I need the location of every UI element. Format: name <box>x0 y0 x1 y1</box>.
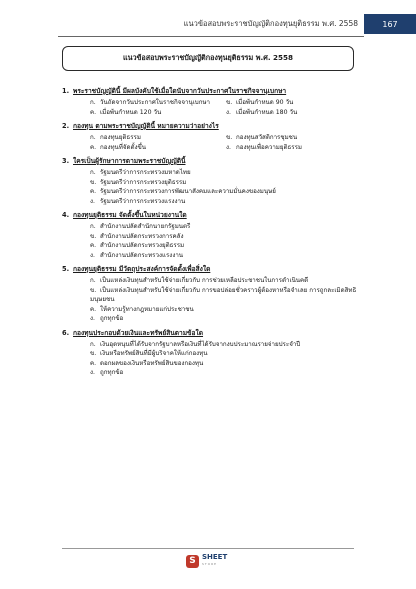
question-text: พระราชบัญญัตินี้ มีผลบังคับใช้เมื่อใดนับจากวันประกาศในราชกิจจานุเบกษา <box>73 87 287 95</box>
question-text: กองทุน ตามพระราชบัญญัตินี้ หมายความว่าอย่างไร <box>73 122 219 130</box>
question-number: 1. <box>62 87 70 95</box>
sheet-store-logo <box>186 552 236 570</box>
questions-list <box>62 86 362 382</box>
question-number: 3. <box>62 157 70 165</box>
option-d: ง. ถูกทุกข้อ <box>90 369 124 376</box>
option-a: ก. เงินอุดหนุนที่ได้รับจากรัฐบาลหรือเงินที่ได้รับจากงบประมาณรายจ่ายประจำปี <box>90 340 301 348</box>
option-c: ค. รัฐมนตรีว่าการกระทรวงการพัฒนาสังคมและความมั่นคงของมนุษย์ <box>90 188 276 195</box>
option-b: ข. เป็นแหล่งเงินทุนสำหรับใช้จ่ายเกี่ยวกับ การขอปล่อยชั่วคราวผู้ต้องหาหรือจำเลย การถูกละเมิดสิทธิมนุษยชน <box>90 286 357 303</box>
option-a: ก. สำนักงานปลัดสำนักนายกรัฐมนตรี <box>90 223 191 230</box>
option-b: ข. เงินหรือทรัพย์สินที่มีผู้บริจาคให้แก่กองทุน <box>90 350 208 357</box>
option-d: ง. รัฐมนตรีว่าการกระทรวงแรงงาน <box>90 197 186 205</box>
option-d: ง. ถูกทุกข้อ <box>90 315 124 322</box>
question-item <box>62 328 362 378</box>
header-title: แนวข้อสอบพระราชบัญญัติกองทุนยุติธรรม พ.ศ. 2558 <box>183 19 358 28</box>
option-c: ค. เมื่อพ้นกำหนด 120 วัน <box>90 108 162 116</box>
question-item <box>62 156 362 206</box>
option-c: ค. กองทุนที่จัดตั้งขึ้น <box>90 143 147 151</box>
option-a: ก. วันถัดจากวันประกาศในราชกิจจานุเบกษา <box>90 99 211 106</box>
header-divider <box>58 36 364 37</box>
option-a: ก. กองทุนยุติธรรม <box>90 134 141 141</box>
option-b: ข. เมื่อพ้นกำหนด 90 วัน <box>226 99 294 106</box>
page-header <box>0 14 416 36</box>
option-d: ง. สำนักงานปลัดกระทรวงแรงงาน <box>90 251 184 259</box>
question-item <box>62 210 362 260</box>
page-number: 167 <box>364 14 416 34</box>
question-text: กองทุนยุติธรรม มีวัตถุประสงค์การจัดตั้งเพื่อสิ่งใด <box>73 265 211 273</box>
question-number: 2. <box>62 122 70 130</box>
option-b: ข. รัฐมนตรีว่าการกระทรวงยุติธรรม <box>90 178 187 186</box>
question-item <box>62 86 362 117</box>
option-b: ข. สำนักงานปลัดกระทรวงการคลัง <box>90 232 184 240</box>
option-a: ก. รัฐมนตรีว่าการกระทรวงมหาดไทย <box>90 169 191 176</box>
question-number: 6. <box>62 328 70 337</box>
logo-mark-icon: S <box>186 555 199 568</box>
question-number: 4. <box>62 211 70 219</box>
option-c: ค. สำนักงานปลัดกระทรวงยุติธรรม <box>90 242 185 249</box>
question-item <box>62 121 362 152</box>
option-a: ก. เป็นแหล่งเงินทุนสำหรับใช้จ่ายเกี่ยวกับ การช่วยเหลือประชาชนในการดำเนินคดี <box>90 277 309 284</box>
footer-divider <box>62 548 354 549</box>
question-item <box>62 264 362 324</box>
option-d: ง. กองทุนเพื่อความยุติธรรม <box>226 143 303 151</box>
option-c: ค. ให้ความรู้ทางกฎหมายแก่ประชาชน <box>90 305 194 313</box>
logo-sub: STORE <box>202 562 218 566</box>
question-text: กองทุนประกอบด้วยเงินและทรัพย์สินตามข้อใด <box>73 328 204 337</box>
option-d: ง. เมื่อพ้นกำหนด 180 วัน <box>226 108 298 116</box>
option-b: ข. กองทุนสวัสดิการชุมชน <box>226 134 298 141</box>
question-text: กองทุนยุติธรรม จัดตั้งขึ้นในหน่วยงานใด <box>73 211 187 219</box>
title-box <box>62 46 354 71</box>
logo-word: SHEET <box>202 553 228 561</box>
option-c: ค. ดอกผลของเงินหรือทรัพย์สินของกองทุน <box>90 359 204 367</box>
question-number: 5. <box>62 265 70 273</box>
document-title: แนวข้อสอบพระราชบัญญัติกองทุนยุติธรรม พ.ศ. 2558 <box>122 53 294 62</box>
question-text: ใครเป็นผู้รักษาการตามพระราชบัญญัตินี้ <box>73 157 186 165</box>
